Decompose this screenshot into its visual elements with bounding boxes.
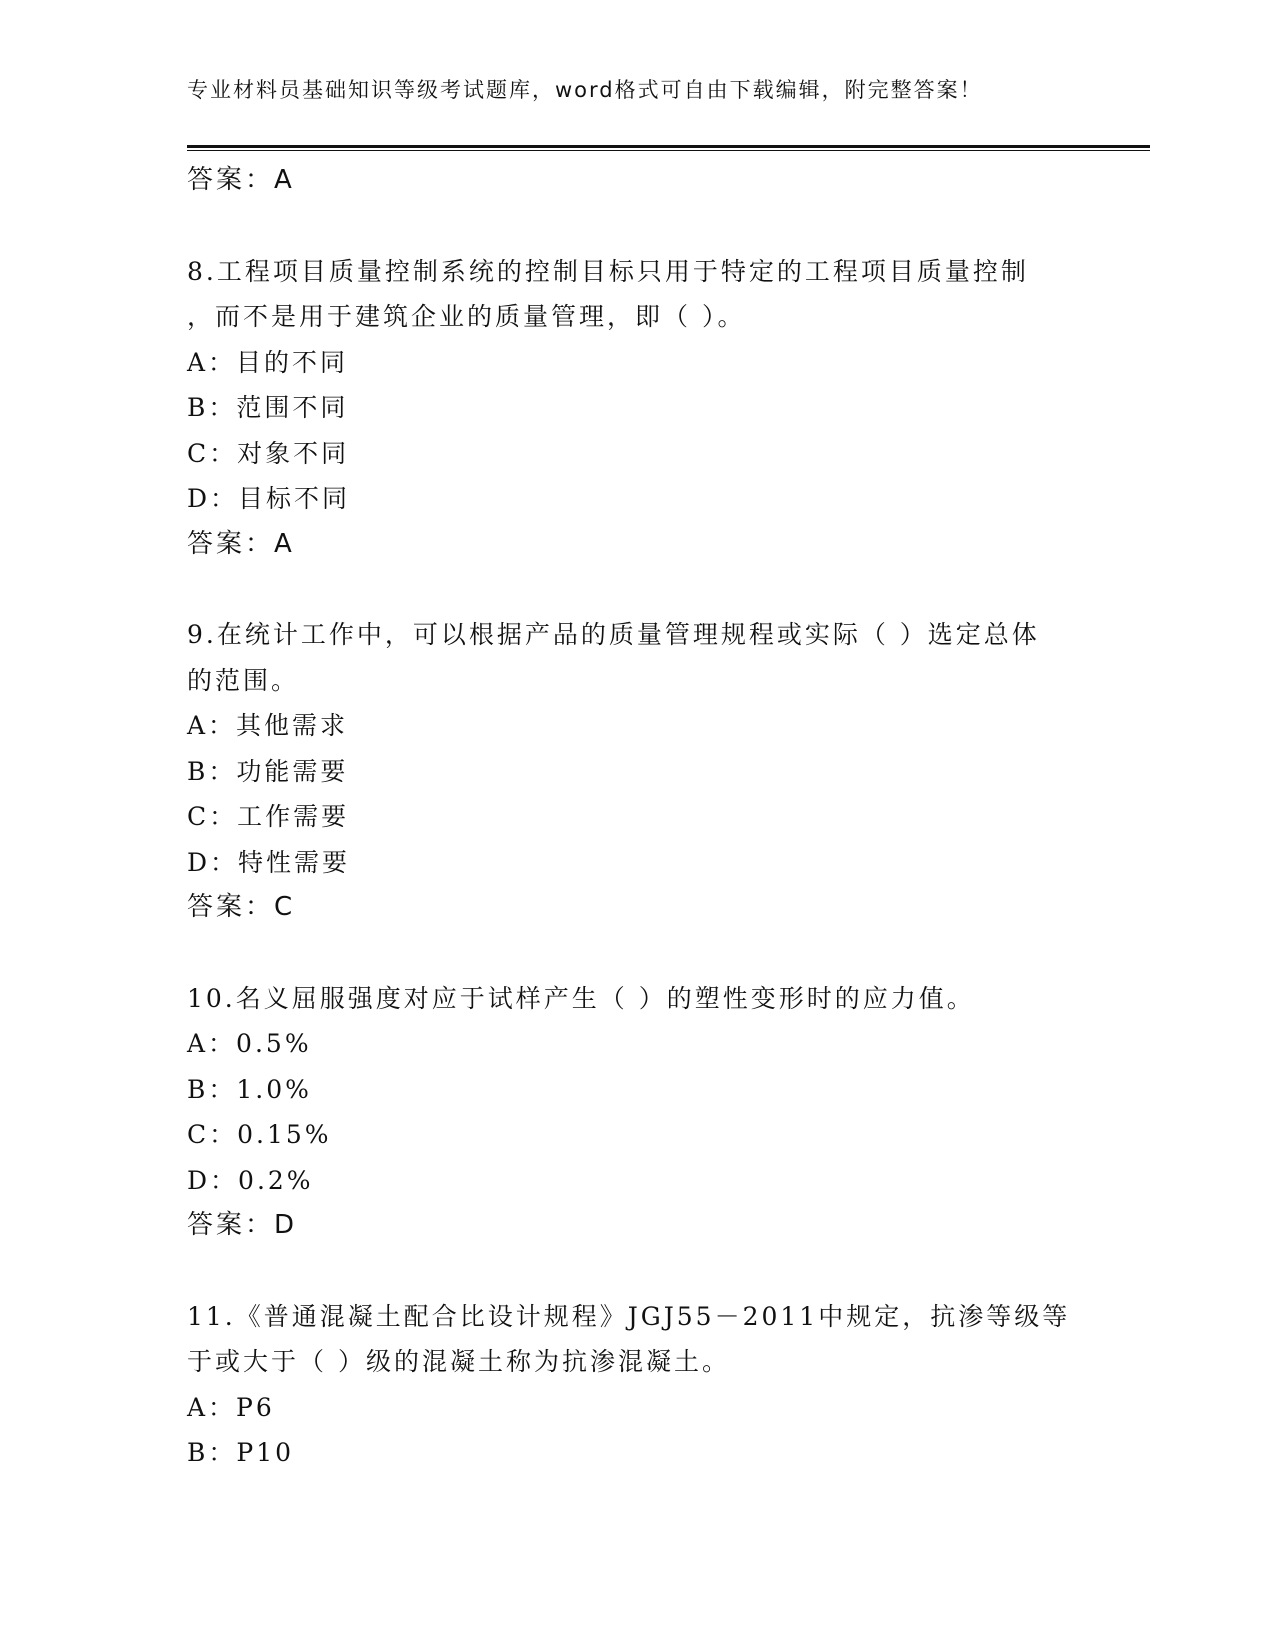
spacer bbox=[187, 931, 1147, 976]
question-block bbox=[187, 1294, 1147, 1476]
option-a: A：0.5% bbox=[187, 1029, 312, 1058]
option-c: C：0.15% bbox=[187, 1120, 332, 1149]
question-content bbox=[187, 158, 1147, 1476]
question-stem-line: 11.《普通混凝土配合比设计规程》JGJ55－2011中规定，抗渗等级等 bbox=[187, 1301, 1071, 1331]
question-stem-line: 的范围。 bbox=[187, 665, 300, 695]
option-a: A：P6 bbox=[187, 1392, 275, 1422]
spacer bbox=[187, 204, 1147, 249]
option-d: D：特性需要 bbox=[187, 847, 351, 877]
question-answer: 答案：A bbox=[187, 528, 295, 559]
option-d: D：目标不同 bbox=[187, 484, 351, 513]
question-stem-line: 9.在统计工作中，可以根据产品的质量管理规程或实际（ ）选定总体 bbox=[187, 620, 1040, 649]
page-header: 专业材料员基础知识等级考试题库，word格式可自由下载编辑，附完整答案！ bbox=[187, 78, 983, 102]
question-stem-line: 于或大于（ ）级的混凝土称为抗渗混凝土。 bbox=[187, 1347, 730, 1376]
question-block bbox=[187, 612, 1147, 931]
option-b: B：P10 bbox=[187, 1438, 295, 1467]
spacer bbox=[187, 1249, 1147, 1294]
question-stem-line: 10.名义屈服强度对应于试样产生（ ）的塑性变形时的应力值。 bbox=[187, 983, 975, 1013]
option-b: B：1.0% bbox=[187, 1074, 312, 1104]
option-c: C：对象不同 bbox=[187, 438, 350, 468]
previous-answer: 答案：A bbox=[187, 165, 295, 195]
question-answer: 答案：D bbox=[187, 1210, 298, 1240]
spacer bbox=[187, 567, 1147, 612]
question-stem-line: ，而不是用于建筑企业的质量管理，即（ ）。 bbox=[187, 302, 746, 331]
question-block bbox=[187, 249, 1147, 568]
option-a: A：目的不同 bbox=[187, 347, 349, 377]
question-stem-line: 8.工程项目质量控制系统的控制目标只用于特定的工程项目质量控制 bbox=[187, 256, 1029, 286]
header-divider-thick bbox=[187, 145, 1150, 148]
option-a: A：其他需求 bbox=[187, 711, 349, 740]
question-block bbox=[187, 976, 1147, 1249]
option-d: D：0.2% bbox=[187, 1165, 314, 1195]
question-answer: 答案：C bbox=[187, 892, 296, 922]
header-divider-thin bbox=[187, 150, 1150, 151]
option-b: B：范围不同 bbox=[187, 393, 349, 422]
option-b: B：功能需要 bbox=[187, 756, 349, 786]
option-c: C：工作需要 bbox=[187, 802, 350, 831]
